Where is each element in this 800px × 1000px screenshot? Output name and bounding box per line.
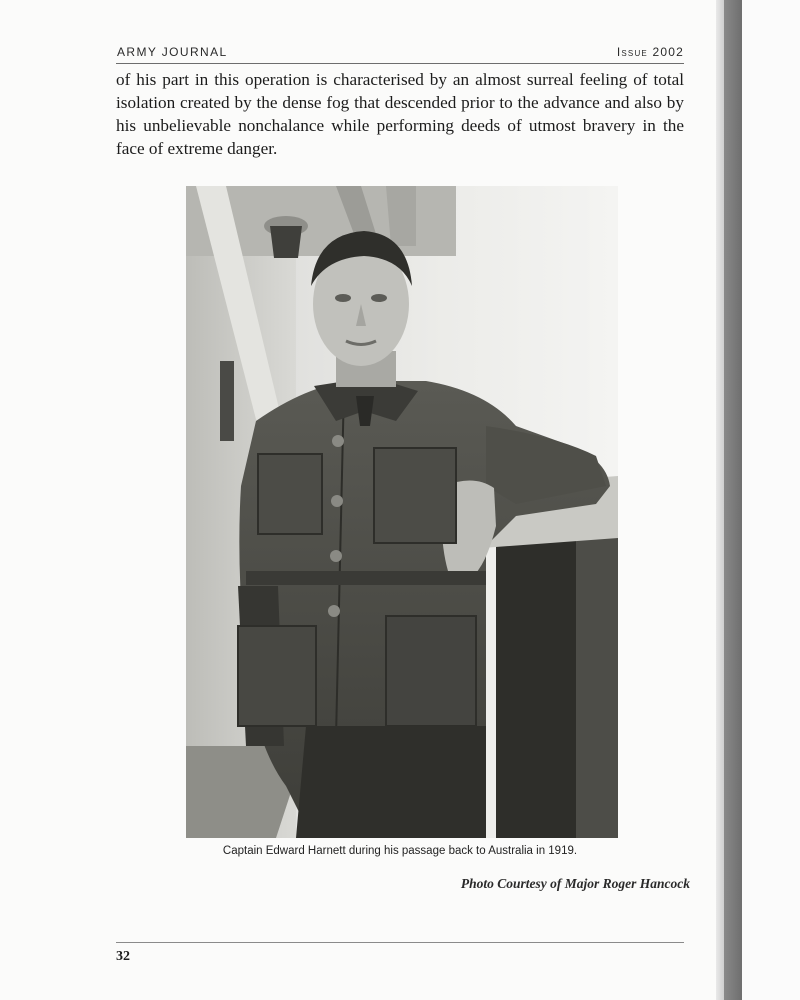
photo-caption: Captain Edward Harnett during his passage back to Australia in 1919. — [222, 845, 578, 857]
photo-credit: Photo Courtesy of Major Roger Hancock — [460, 876, 690, 891]
header-rule — [116, 63, 684, 64]
footer-rule — [116, 942, 684, 943]
running-head-journal-title: ARMY JOURNAL — [117, 45, 228, 59]
page-number: 32 — [116, 949, 130, 964]
binding-shadow — [724, 0, 742, 1000]
photograph-image — [186, 186, 618, 838]
page-edge-shadow — [716, 0, 724, 1000]
body-paragraph: of his part in this operation is characterised by an almost surreal feeling of total isolation created by the dense fog that descended prior to the advance and also by his unbelievable nonchalance while performing deeds of utmost bravery in the face of extreme danger. — [116, 70, 684, 158]
scan-margin — [742, 0, 800, 1000]
portrait-photograph — [186, 186, 618, 838]
running-head-issue: Issue 2002 — [616, 45, 684, 59]
